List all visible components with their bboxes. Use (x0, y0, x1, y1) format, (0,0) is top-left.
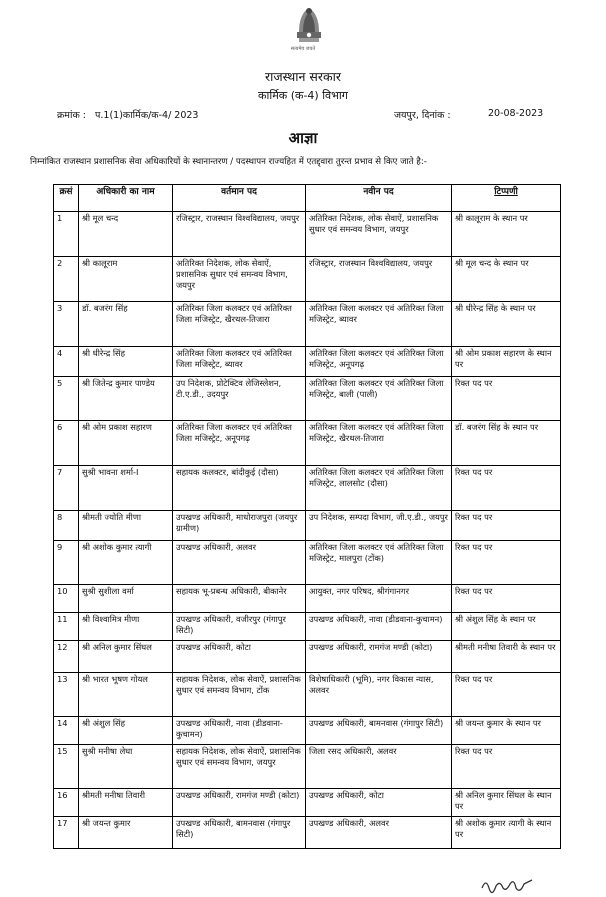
cell-sn: 13 (54, 673, 79, 717)
col-header-current-post: वर्तमान पद (173, 185, 306, 212)
emblem-caption: सत्यमेव जयते (290, 46, 316, 52)
cell-sn: 17 (54, 817, 79, 849)
cell-sn: 11 (54, 613, 79, 641)
cell-remark: रिक्त पद पर (452, 745, 561, 789)
order-date: 20-08-2023 (488, 108, 544, 119)
cell-remark: श्री मूल चन्द के स्थान पर (452, 257, 561, 302)
cell-new-post: अतिरिक्त जिला कलक्टर एवं अतिरिक्त जिला मजिस्ट्रेट, ब्यावर (306, 302, 452, 347)
place-date-label: जयपुर, दिनांक : (394, 110, 451, 121)
cell-sn: 6 (54, 421, 79, 466)
cell-new-post: रजिस्ट्रार, राजस्थान विश्वविद्यालय, जयपुर (306, 257, 452, 302)
cell-current-post: उपखण्ड अधिकारी, अलवर (173, 541, 306, 585)
col-header-remark: टिप्पणी (452, 185, 561, 212)
table-row (54, 717, 561, 745)
cell-sn: 9 (54, 541, 79, 585)
order-number-label: क्रमांक : (57, 110, 86, 121)
cell-new-post: उपखण्ड अधिकारी, कोटा (306, 789, 452, 817)
cell-new-post: उपखण्ड अधिकारी, अलवर (306, 817, 452, 849)
cell-officer-name: श्री मूल चन्द (79, 212, 173, 257)
cell-remark: श्री कालूराम के स्थान पर (452, 212, 561, 257)
table-row (54, 421, 561, 466)
cell-officer-name: श्रीमती मनीषा तिवारी (79, 789, 173, 817)
transfer-table (53, 184, 561, 849)
cell-remark: डॉ. बजरंग सिंह के स्थान पर (452, 421, 561, 466)
cell-remark: श्री अनिल कुमार सिंघल के स्थान पर (452, 789, 561, 817)
cell-sn: 7 (54, 466, 79, 511)
cell-remark: श्री जयन्त कुमार के स्थान पर (452, 717, 561, 745)
cell-current-post: सहायक भू-प्रबन्ध अधिकारी, बीकानेर (173, 585, 306, 613)
cell-current-post: उपखण्ड अधिकारी, रामगंज मण्डी (कोटा) (173, 789, 306, 817)
table-row (54, 641, 561, 673)
cell-officer-name: श्री अंशुल सिंह (79, 717, 173, 745)
cell-current-post: उपखण्ड अधिकारी, वजीरपुर (गंगापुर सिटी) (173, 613, 306, 641)
cell-officer-name: श्रीमती ज्योति मीणा (79, 511, 173, 541)
cell-new-post: उपखण्ड अधिकारी, रामगंज मण्डी (कोटा) (306, 641, 452, 673)
table-row (54, 789, 561, 817)
page-title: आज्ञा (288, 129, 318, 147)
cell-current-post: अतिरिक्त निदेशक, लोक सेवाऐं, प्रशासनिक सुधार एवं समन्वय विभाग, जयपुर (173, 257, 306, 302)
table-row (54, 257, 561, 302)
cell-officer-name: सुश्री मनीषा लेघा (79, 745, 173, 789)
cell-officer-name: सुश्री भावना शर्मा-I (79, 466, 173, 511)
cell-new-post: विशेषाधिकारी (भूमि), नगर विकास न्यास, अलवर (306, 673, 452, 717)
table-row (54, 212, 561, 257)
cell-remark: रिक्त पद पर (452, 585, 561, 613)
cell-sn: 2 (54, 257, 79, 302)
cell-sn: 4 (54, 347, 79, 377)
col-header-new-post: नवीन पद (306, 185, 452, 212)
cell-new-post: अतिरिक्त जिला कलक्टर एवं अतिरिक्त जिला मजिस्ट्रेट, लालसोट (दौसा) (306, 466, 452, 511)
table-row (54, 745, 561, 789)
table-row (54, 466, 561, 511)
cell-officer-name: श्री अनिल कुमार सिंघल (79, 641, 173, 673)
cell-officer-name: श्री विश्वामित्र मीणा (79, 613, 173, 641)
department-name: कार्मिक (क-4) विभाग (258, 89, 348, 102)
cell-current-post: उपखण्ड अधिकारी, नावा (डीडवाना-कुचामन) (173, 717, 306, 745)
cell-officer-name: श्री कालूराम (79, 257, 173, 302)
order-number: प.1(1)कार्मिक/क-4/ 2023 (95, 110, 199, 121)
table-row (54, 541, 561, 585)
cell-current-post: उप निदेशक, प्रोटेक्टिव लेजिस्लेशन, टी.ए.डी., उदयपुर (173, 377, 306, 421)
government-name: राजस्थान सरकार (265, 69, 341, 84)
cell-remark: रिक्त पद पर (452, 466, 561, 511)
cell-current-post: उपखण्ड अधिकारी, माधोराजपुरा (जयपुर ग्रामीण) (173, 511, 306, 541)
cell-remark: रिक्त पद पर (452, 377, 561, 421)
cell-sn: 8 (54, 511, 79, 541)
cell-current-post: उपखण्ड अधिकारी, बामनवास (गंगापुर सिटी) (173, 817, 306, 849)
cell-sn: 1 (54, 212, 79, 257)
cell-officer-name: श्री जयन्त कुमार (79, 817, 173, 849)
cell-new-post: आयुक्त, नगर परिषद, श्रीगंगानगर (306, 585, 452, 613)
table-row (54, 613, 561, 641)
cell-officer-name: श्री भारत भूषण गोयल (79, 673, 173, 717)
cell-new-post: अतिरिक्त जिला कलक्टर एवं अतिरिक्त जिला मजिस्ट्रेट, खैरथल-तिजारा (306, 421, 452, 466)
signature-mark (480, 874, 536, 896)
cell-current-post: सहायक निदेशक, लोक सेवाऐं, प्रशासनिक सुधार एवं समन्वय विभाग, टोंक (173, 673, 306, 717)
cell-officer-name: सुश्री सुशीला वर्मा (79, 585, 173, 613)
table-row (54, 511, 561, 541)
cell-new-post: जिला रसद अधिकारी, अलवर (306, 745, 452, 789)
cell-new-post: अतिरिक्त जिला कलक्टर एवं अतिरिक्त जिला मजिस्ट्रेट, अनूपगढ़ (306, 347, 452, 377)
order-intro: निम्नांकित राजस्थान प्रशासनिक सेवा अधिकारियों के स्थानान्तरण / पदस्थापन राज्यहित में एतद्द्वारा तुरन्त प्रभाव से किए जाते है:- (30, 157, 427, 167)
cell-remark: श्री धीरेन्द्र सिंह के स्थान पर (452, 302, 561, 347)
cell-officer-name: डॉ. बजरंग सिंह (79, 302, 173, 347)
cell-sn: 14 (54, 717, 79, 745)
cell-sn: 10 (54, 585, 79, 613)
cell-current-post: अतिरिक्त जिला कलक्टर एवं अतिरिक्त जिला मजिस्ट्रेट, अनूपगढ़ (173, 421, 306, 466)
table-row (54, 302, 561, 347)
cell-officer-name: श्री धीरेन्द्र सिंह (79, 347, 173, 377)
cell-remark: श्री अंशुल सिंह के स्थान पर (452, 613, 561, 641)
cell-current-post: सहायक निदेशक, लोक सेवाऐं, प्रशासनिक सुधार एवं समन्वय विभाग, जयपुर (173, 745, 306, 789)
table-row (54, 585, 561, 613)
table-row (54, 673, 561, 717)
cell-remark: रिक्त पद पर (452, 541, 561, 585)
table-row (54, 377, 561, 421)
cell-sn: 12 (54, 641, 79, 673)
cell-officer-name: श्री अशोक कुमार त्यागी (79, 541, 173, 585)
cell-sn: 3 (54, 302, 79, 347)
cell-remark: श्री अशोक कुमार त्यागी के स्थान पर (452, 817, 561, 849)
table-header-row (54, 185, 561, 212)
cell-new-post: अतिरिक्त निदेशक, लोक सेवाऐं, प्रशासनिक सुधार एवं समन्वय विभाग, जयपुर (306, 212, 452, 257)
table-row (54, 347, 561, 377)
cell-remark: श्री ओम प्रकाश सहारण के स्थान पर (452, 347, 561, 377)
cell-sn: 16 (54, 789, 79, 817)
cell-current-post: सहायक कलक्टर, बांदीकुई (दौसा) (173, 466, 306, 511)
cell-remark: रिक्त पद पर (452, 673, 561, 717)
col-header-sn: क्रसं (54, 185, 79, 212)
cell-new-post: अतिरिक्त जिला कलक्टर एवं अतिरिक्त जिला मजिस्ट्रेट, बाली (पाली) (306, 377, 452, 421)
cell-sn: 5 (54, 377, 79, 421)
cell-sn: 15 (54, 745, 79, 789)
table-row (54, 817, 561, 849)
cell-current-post: उपखण्ड अधिकारी, कोटा (173, 641, 306, 673)
cell-new-post: उपखण्ड अधिकारी, नावा (डीडवाना-कुचामन) (306, 613, 452, 641)
cell-new-post: उप निदेशक, सम्पदा विभाग, जी.ए.डी., जयपुर (306, 511, 452, 541)
cell-officer-name: श्री ओम प्रकाश सहारण (79, 421, 173, 466)
cell-current-post: रजिस्ट्रार, राजस्थान विश्वविद्यालय, जयपुर (173, 212, 306, 257)
cell-new-post: उपखण्ड अधिकारी, बामनवास (गंगापुर सिटी) (306, 717, 452, 745)
cell-remark: रिक्त पद पर (452, 511, 561, 541)
cell-current-post: अतिरिक्त जिला कलक्टर एवं अतिरिक्त जिला मजिस्ट्रेट, ब्यावर (173, 347, 306, 377)
cell-new-post: अतिरिक्त जिला कलक्टर एवं अतिरिक्त जिला मजिस्ट्रेट, मालपुरा (टोंक) (306, 541, 452, 585)
cell-officer-name: श्री जितेन्द्र कुमार पाण्डेय (79, 377, 173, 421)
cell-remark: श्रीमती मनीषा तिवारी के स्थान पर (452, 641, 561, 673)
cell-current-post: अतिरिक्त जिला कलक्टर एवं अतिरिक्त जिला मजिस्ट्रेट, खैरथल-तिजारा (173, 302, 306, 347)
col-header-name: अधिकारी का नाम (79, 185, 173, 212)
